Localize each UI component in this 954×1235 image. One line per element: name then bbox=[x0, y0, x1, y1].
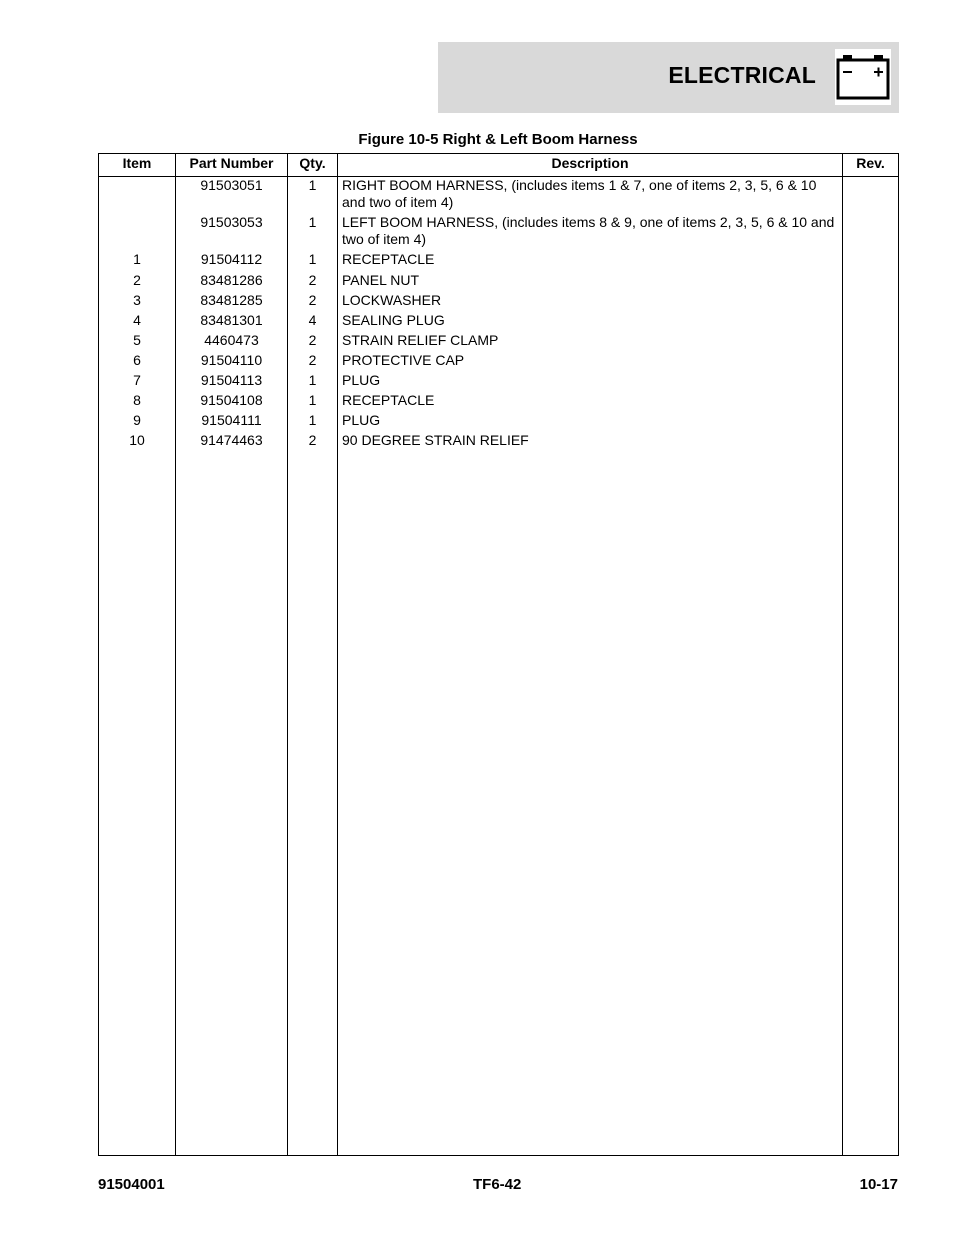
row-item-number: 7 bbox=[133, 372, 141, 388]
figure-title: Figure 10-5 Right & Left Boom Harness bbox=[358, 131, 638, 148]
row-description: STRAIN RELIEF CLAMP bbox=[342, 332, 499, 348]
row-quantity: 2 bbox=[308, 352, 317, 368]
row-description: RIGHT BOOM HARNESS, (includes items 1 & 7, one of items 2, 3, 5, 6 & 10 and two of item 4) bbox=[342, 177, 817, 210]
row-quantity: 2 bbox=[308, 292, 317, 308]
row-quantity: 1 bbox=[308, 412, 317, 428]
row-description: RECEPTACLE bbox=[342, 251, 435, 267]
section-header bbox=[438, 42, 899, 113]
footer-page-number: 10-17 bbox=[859, 1176, 898, 1193]
row-part-number: 83481286 bbox=[200, 272, 263, 288]
row-quantity: 1 bbox=[308, 251, 317, 267]
column-header-qty: Qty. bbox=[299, 155, 326, 171]
row-description: PLUG bbox=[342, 412, 381, 428]
row-quantity: 1 bbox=[308, 372, 317, 388]
row-description: PLUG bbox=[342, 372, 381, 388]
row-description: LEFT BOOM HARNESS, (includes items 8 & 9, one of items 2, 3, 5, 6 & 10 and two of item 4) bbox=[342, 214, 835, 247]
row-item-number: 1 bbox=[133, 251, 141, 267]
row-item-number: 6 bbox=[133, 352, 141, 368]
row-item-number: 8 bbox=[133, 392, 141, 408]
row-description: PROTECTIVE CAP bbox=[342, 352, 465, 368]
row-description: 90 DEGREE STRAIN RELIEF bbox=[342, 432, 529, 448]
row-part-number: 91504111 bbox=[201, 412, 262, 428]
row-description: LOCKWASHER bbox=[342, 292, 442, 308]
row-part-number: 83481301 bbox=[200, 312, 263, 328]
row-description: SEALING PLUG bbox=[342, 312, 445, 328]
section-title: ELECTRICAL bbox=[668, 62, 816, 88]
row-part-number: 91504110 bbox=[200, 352, 263, 368]
row-quantity: 2 bbox=[308, 272, 317, 288]
row-quantity: 1 bbox=[308, 177, 317, 193]
row-item-number: 3 bbox=[133, 292, 141, 308]
row-part-number: 83481285 bbox=[200, 292, 263, 308]
row-part-number: 91474463 bbox=[200, 432, 263, 448]
row-quantity: 1 bbox=[308, 214, 317, 230]
column-header-item: Item bbox=[122, 155, 152, 171]
column-divider bbox=[337, 154, 338, 1155]
row-item-number: 9 bbox=[133, 412, 141, 428]
parts-table bbox=[98, 153, 899, 1156]
row-quantity: 2 bbox=[308, 432, 317, 448]
column-header-part-number: Part Number bbox=[189, 155, 274, 171]
row-part-number: 91504108 bbox=[200, 392, 263, 408]
footer-model: TF6-42 bbox=[473, 1176, 522, 1193]
row-part-number: 91504112 bbox=[200, 251, 263, 267]
row-item-number: 10 bbox=[129, 432, 145, 448]
battery-icon bbox=[834, 48, 892, 106]
column-header-description: Description bbox=[551, 155, 629, 171]
row-item-number: 2 bbox=[133, 272, 141, 288]
row-quantity: 2 bbox=[308, 332, 317, 348]
row-description: RECEPTACLE bbox=[342, 392, 435, 408]
row-description: PANEL NUT bbox=[342, 272, 420, 288]
column-header-rev: Rev. bbox=[856, 155, 885, 171]
row-part-number: 4460473 bbox=[204, 332, 259, 348]
row-part-number: 91504113 bbox=[200, 372, 263, 388]
column-divider bbox=[842, 154, 843, 1155]
footer-document-number: 91504001 bbox=[98, 1176, 165, 1193]
row-quantity: 1 bbox=[308, 392, 317, 408]
row-quantity: 4 bbox=[308, 312, 317, 328]
row-part-number: 91503051 bbox=[200, 177, 263, 193]
row-part-number: 91503053 bbox=[200, 214, 263, 230]
row-item-number: 5 bbox=[133, 332, 141, 348]
row-item-number: 4 bbox=[133, 312, 141, 328]
